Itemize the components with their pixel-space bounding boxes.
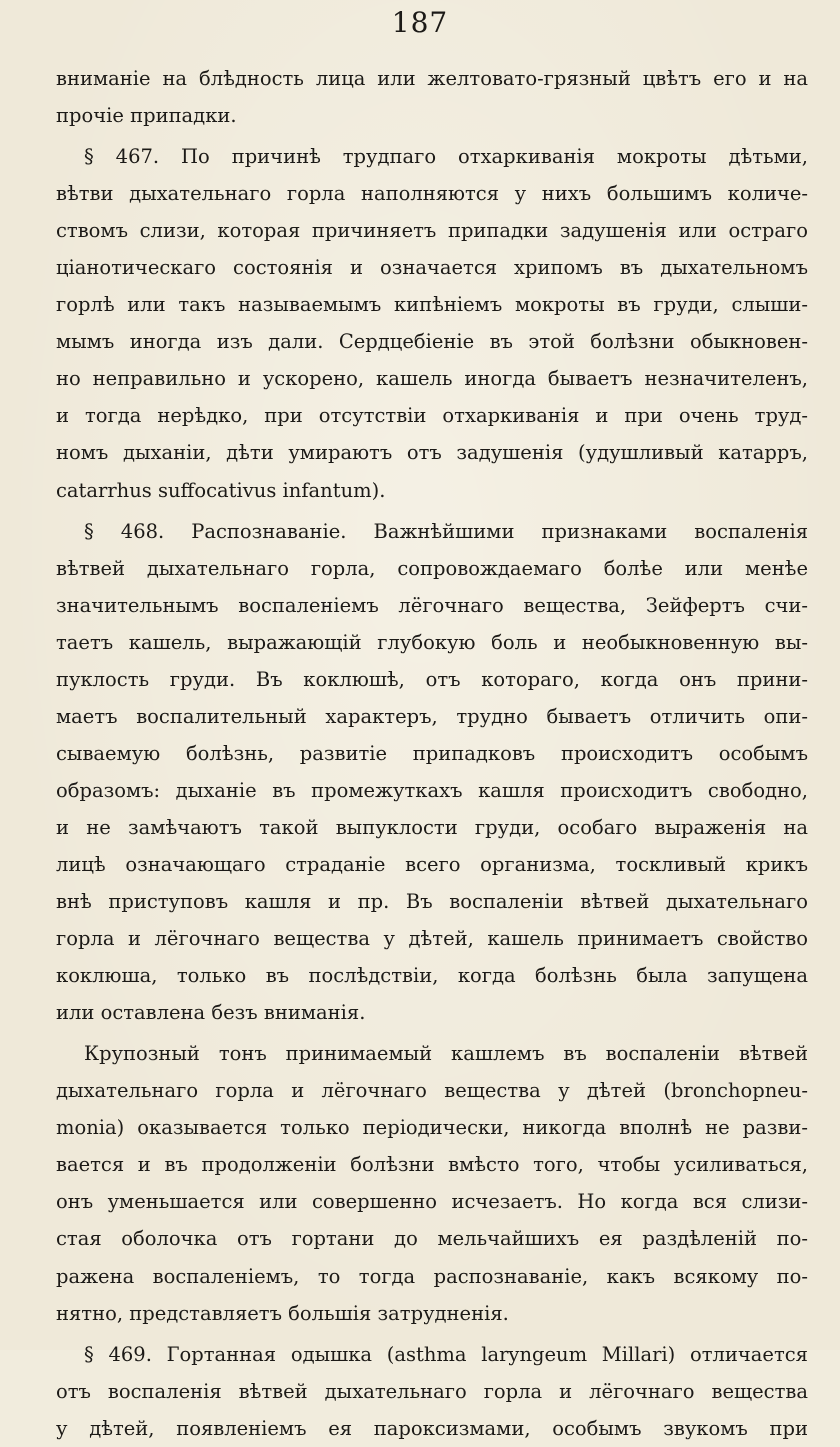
text-line: мымъ иногда изъ дали. Сердцебіеніе въ этой болѣзни обыкновен- [56,330,808,354]
text-line: вѣтвей дыхательнаго горла, сопровождаемаго болѣе или менѣе [56,556,808,580]
text-line: пуклость груди. Въ коклюшѣ, отъ котораго, когда онъ прини- [56,667,808,691]
text-line: дыхательнаго горла и лёгочнаго вещества у дѣтей (bronchopneu- [56,1079,808,1103]
text-line: образомъ: дыханіе въ промежуткахъ кашля происходитъ свободно, [56,778,808,802]
text-line: горла и лёгочнаго вещества у дѣтей, кашель принимаетъ свойство [56,927,808,951]
text-line: и не замѣчаютъ такой выпуклости груди, особаго выраженія на [56,815,808,839]
text-line: но неправильно и ускорено, кашель иногда бываетъ незначителенъ, [56,367,808,391]
text-line: ражена воспаленіемъ, то тогда распознаваніе, какъ всякому по- [56,1264,808,1288]
text-line: или оставлена безъ вниманія. [56,1001,366,1025]
text-line: значительнымъ воспаленіемъ лёгочнаго вещества, Зейфертъ счи- [56,593,808,617]
text-line: нятно, представляетъ большія затрудненія. [56,1301,509,1325]
text-line: отъ воспаленія вѣтвей дыхательнаго горла и лёгочнаго вещества [56,1379,808,1403]
text-line: стая оболочка отъ гортани до мельчайшихъ ея раздѣленій по- [56,1227,808,1251]
page-number: 187 [391,6,449,39]
text-line: § 467. По причинѣ трудпаго отхаркиванія мокроты дѣтьми, [84,145,808,169]
text-line: § 468. Распознаваніе. Важнѣйшими признаками воспаленія [84,519,808,543]
text-line: горлѣ или такъ называемымъ кипѣніемъ мокроты въ груди, слыши- [56,293,808,317]
text-line: catarrhus suffocativus infantum). [56,478,386,502]
text-line: сываемую болѣзнь, развитіе припадковъ происходитъ особымъ [56,741,808,765]
text-line: маетъ воспалительный характеръ, трудно бываетъ отличить опи- [56,704,808,728]
text-line: Крупозный тонъ принимаемый кашлемъ въ воспаленіи вѣтвей [84,1042,808,1066]
text-line: вниманіе на блѣдность лица или желтовато-грязный цвѣтъ его и на [56,67,808,90]
text-line: лицѣ означающаго страданіе всего организма, тоскливый крикъ [56,852,808,876]
text-line: вается и въ продолженіи болѣзни вмѣсто того, чтобы усиливаться, [56,1153,808,1177]
text-line: номъ дыханіи, дѣти умираютъ отъ задушенія (удушливый катарръ, [56,441,808,465]
text-line: monia) оказывается только періодически, никогда вполнѣ не разви- [56,1116,808,1140]
text-line: внѣ приступовъ кашля и пр. Въ воспаленіи вѣтвей дыхательнаго [56,890,808,914]
text-line: у дѣтей, появленіемъ ея пароксизмами, особымъ звукомъ при [56,1416,808,1440]
text-line: коклюша, только въ послѣдствіи, когда болѣзнь была запущена [56,964,808,988]
body-text [56,60,808,1447]
text-line: ціанотическаго состоянія и означается хрипомъ въ дыхательномъ [56,256,808,280]
text-line: вѣтви дыхательнаго горла наполняются у нихъ большимъ количе- [56,182,808,206]
text-line: онъ уменьшается или совершенно исчезаетъ. Но когда вся слизи- [56,1190,808,1214]
text-line: § 469. Гортанная одышка (asthma laryngeum Millari) отличается [84,1342,808,1366]
text-line: и тогда нерѣдко, при отсутствіи отхаркиванія и при очень труд- [56,404,808,428]
text-line: таетъ кашель, выражающій глубокую боль и необыкновенную вы- [56,630,808,654]
text-line: ствомъ слизи, которая причиняетъ припадки задушенія или остраго [56,219,808,243]
text-line: прочіе припадки. [56,104,237,128]
